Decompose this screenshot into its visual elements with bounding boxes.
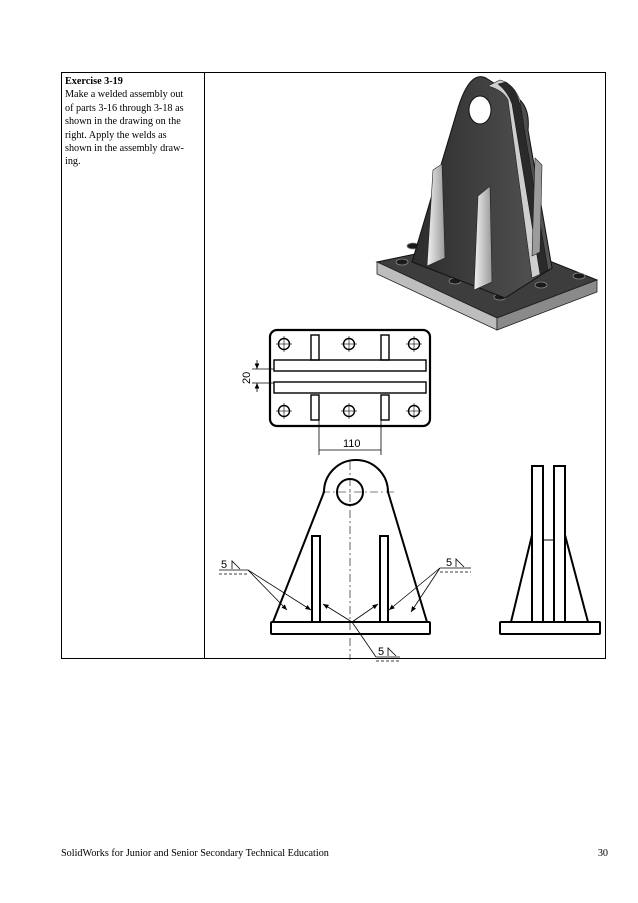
weld-size-right: 5 <box>446 557 453 569</box>
description-line: shown in the assembly draw- <box>65 143 184 155</box>
exercise-description <box>65 75 200 169</box>
footer-title: SolidWorks for Junior and Senior Secondary Technical Education <box>61 848 329 859</box>
weld-size-bottom: 5 <box>378 646 385 658</box>
description-line: right. Apply the welds as <box>65 129 167 141</box>
weld-size-left: 5 <box>221 559 228 571</box>
description-line: Make a welded assembly out <box>65 89 184 101</box>
dimension-110: 110 <box>343 438 361 450</box>
page-number: 30 <box>597 848 608 859</box>
exercise-table <box>61 72 606 659</box>
dimension-20: 20 <box>241 371 253 384</box>
description-line: ing. <box>65 156 81 168</box>
description-line: of parts 3-16 through 3-18 as <box>65 102 184 114</box>
column-divider <box>204 73 205 658</box>
exercise-title: Exercise 3-19 <box>65 76 123 87</box>
description-line: shown in the drawing on the <box>65 116 181 128</box>
